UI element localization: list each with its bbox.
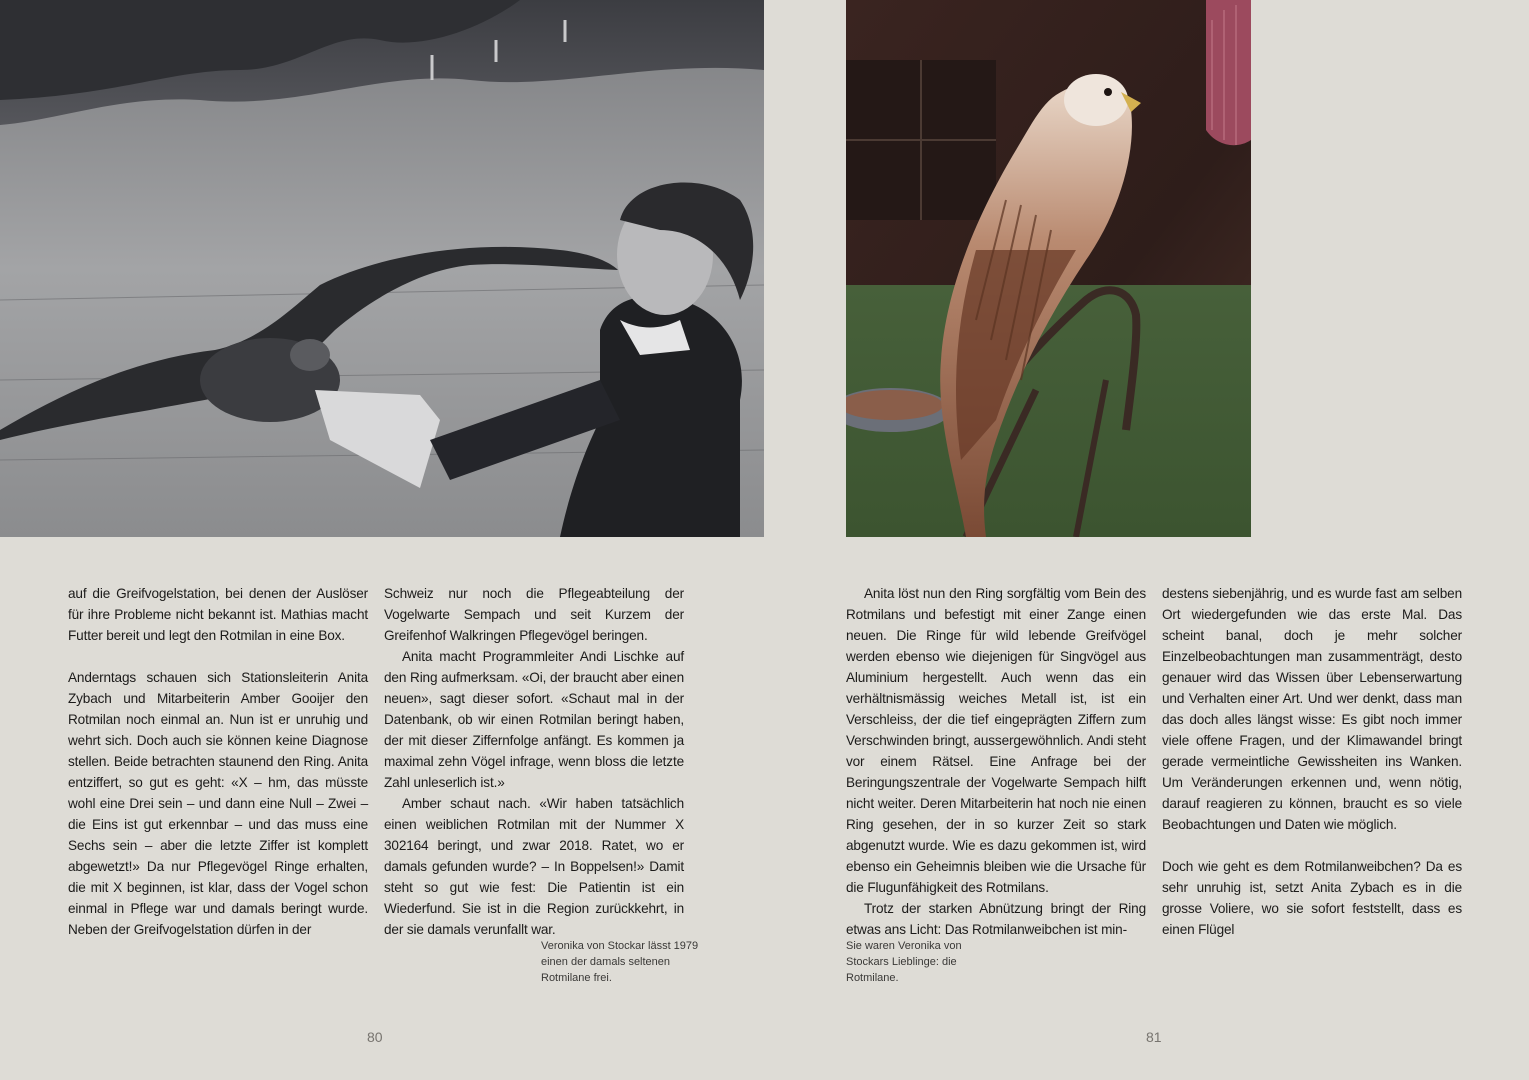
paragraph: Schweiz nur noch die Pflegeabteilung der Vogelwarte Sempach und seit Kurzem der Greifenhof Walkringen Pflegevögel beringen. (384, 586, 684, 643)
paragraph: destens siebenjährig, und es wurde fast am selben Ort wiedergefunden wie das erste Mal. Das scheint banal, doch je mehr solcher Einzelbeobachtungen man zusammenträgt, desto genauer wird das Wissen über Lebenserwartung und Verhalten einer Art. Und wer denkt, dass man das doch alles längst wisse: Es gibt noch immer viele offene Fragen, und der Klimawandel bringt gerade vermeintliche Gewissheiten ins Wanken. Um Veränderungen erkennen und, wenn nötig, darauf reagieren zu können, braucht es so viele Beobachtungen und Daten wie möglich. (1162, 586, 1462, 832)
paragraph: Doch wie geht es dem Rotmilanweibchen? Da es sehr unruhig ist, setzt Anita Zybach es in die grosse Voliere, wo sie sofort feststellt, dass es einen Flügel (1162, 859, 1462, 937)
page-number-left: 80 (367, 1029, 383, 1045)
paragraph: Anita löst nun den Ring sorgfältig vom Bein des Rotmilans und befestigt mit einer Zange einen neuen. Die Ringe für wild lebende Greifvögel werden ebenso wie diejenigen für Singvögel aus Aluminium hergestellt. Auch wenn das ein verhältnismässig weiches Metall ist, ist ein Verschleiss, der die tief eingeprägten Ziffern zum Verschwinden bringt, aussergewöhnlich. Andi steht vor einem Rätsel. Eine Anfrage bei der Beringungszentrale der Vogelwarte Sempach hilft nicht weiter. Deren Mitarbeiterin hat noch nie einen Ring gesehen, der in so kurzer Zeit so stark abgenutzt wurde. Wie es dazu gekommen ist, wird ebenso ein Geheimnis bleiben wie die Ursache für die Flugunfähigkeit des Rotmilans. (846, 586, 1146, 895)
text-column-1 (68, 583, 368, 940)
paragraph: Trotz der starken Abnützung bringt der Ring etwas ans Licht: Das Rotmilanweibchen ist min- (846, 901, 1146, 937)
text-column-2 (384, 583, 684, 940)
photo-woman-releasing-kite (0, 0, 764, 537)
photo-red-kite-perched-image (846, 0, 1251, 537)
paragraph: auf die Greifvogelstation, bei denen der Auslöser für ihre Probleme nicht bekannt ist. Mathias macht Futter bereit und legt den Rotmilan in eine Box. (68, 586, 368, 643)
photo-caption-left: Veronika von Stockar lässt 1979 einen der damals seltenen Rotmilane frei. (541, 940, 699, 984)
text-column-3 (846, 583, 1146, 940)
photo-woman-releasing-kite-image (0, 0, 764, 537)
photo-red-kite-perched (846, 0, 1251, 537)
paragraph: Anita macht Programmleiter Andi Lischke auf den Ring aufmerksam. «Oi, der braucht aber einen neuen», sagt dieser sofort. «Schaut mal in der Datenbank, ob wir einen Rotmilan beringt haben, der mit dieser Ziffernfolge anfängt. Es kommen ja maximal zehn Vögel infrage, wenn bloss die letzte Zahl unleserlich ist.» (384, 649, 684, 790)
photo-caption-right: Sie waren Veronika von Stockars Lieblinge: die Rotmilane. (846, 940, 962, 984)
paragraph: Anderntags schauen sich Stationsleiterin Anita Zybach und Mitarbeiterin Amber Gooijer den Rotmilan noch einmal an. Nun ist er unruhig und wehrt sich. Doch auch sie können keine Diagnose stellen. Beide betrachten staunend den Ring. Anita entziffert, so gut es geht: «X – hm, das müsste wohl eine Drei sein – und dann eine Null – Zwei – die Eins ist gut erkennbar – und das muss eine Sechs sein – aber die letzte Ziffer ist komplett abgewetzt!» Da nur Pflegevögel Ringe erhalten, die mit X beginnen, ist klar, dass der Vogel schon einmal in Pflege war und damals beringt wurde. Neben der Greifvogelstation dürfen in der (68, 670, 368, 937)
page-number-right: 81 (1146, 1029, 1162, 1045)
text-column-4 (1162, 583, 1462, 940)
paragraph: Amber schaut nach. «Wir haben tatsächlich einen weiblichen Rotmilan mit der Nummer X 302164 beringt, und zwar 2018. Ratet, wo er damals gefunden wurde? – In Boppelsen!» Damit steht so gut wie fest: Die Patientin ist ein Wiederfund. Sie ist in die Region zurückkehrt, in der sie damals verunfallt war. (384, 796, 684, 937)
